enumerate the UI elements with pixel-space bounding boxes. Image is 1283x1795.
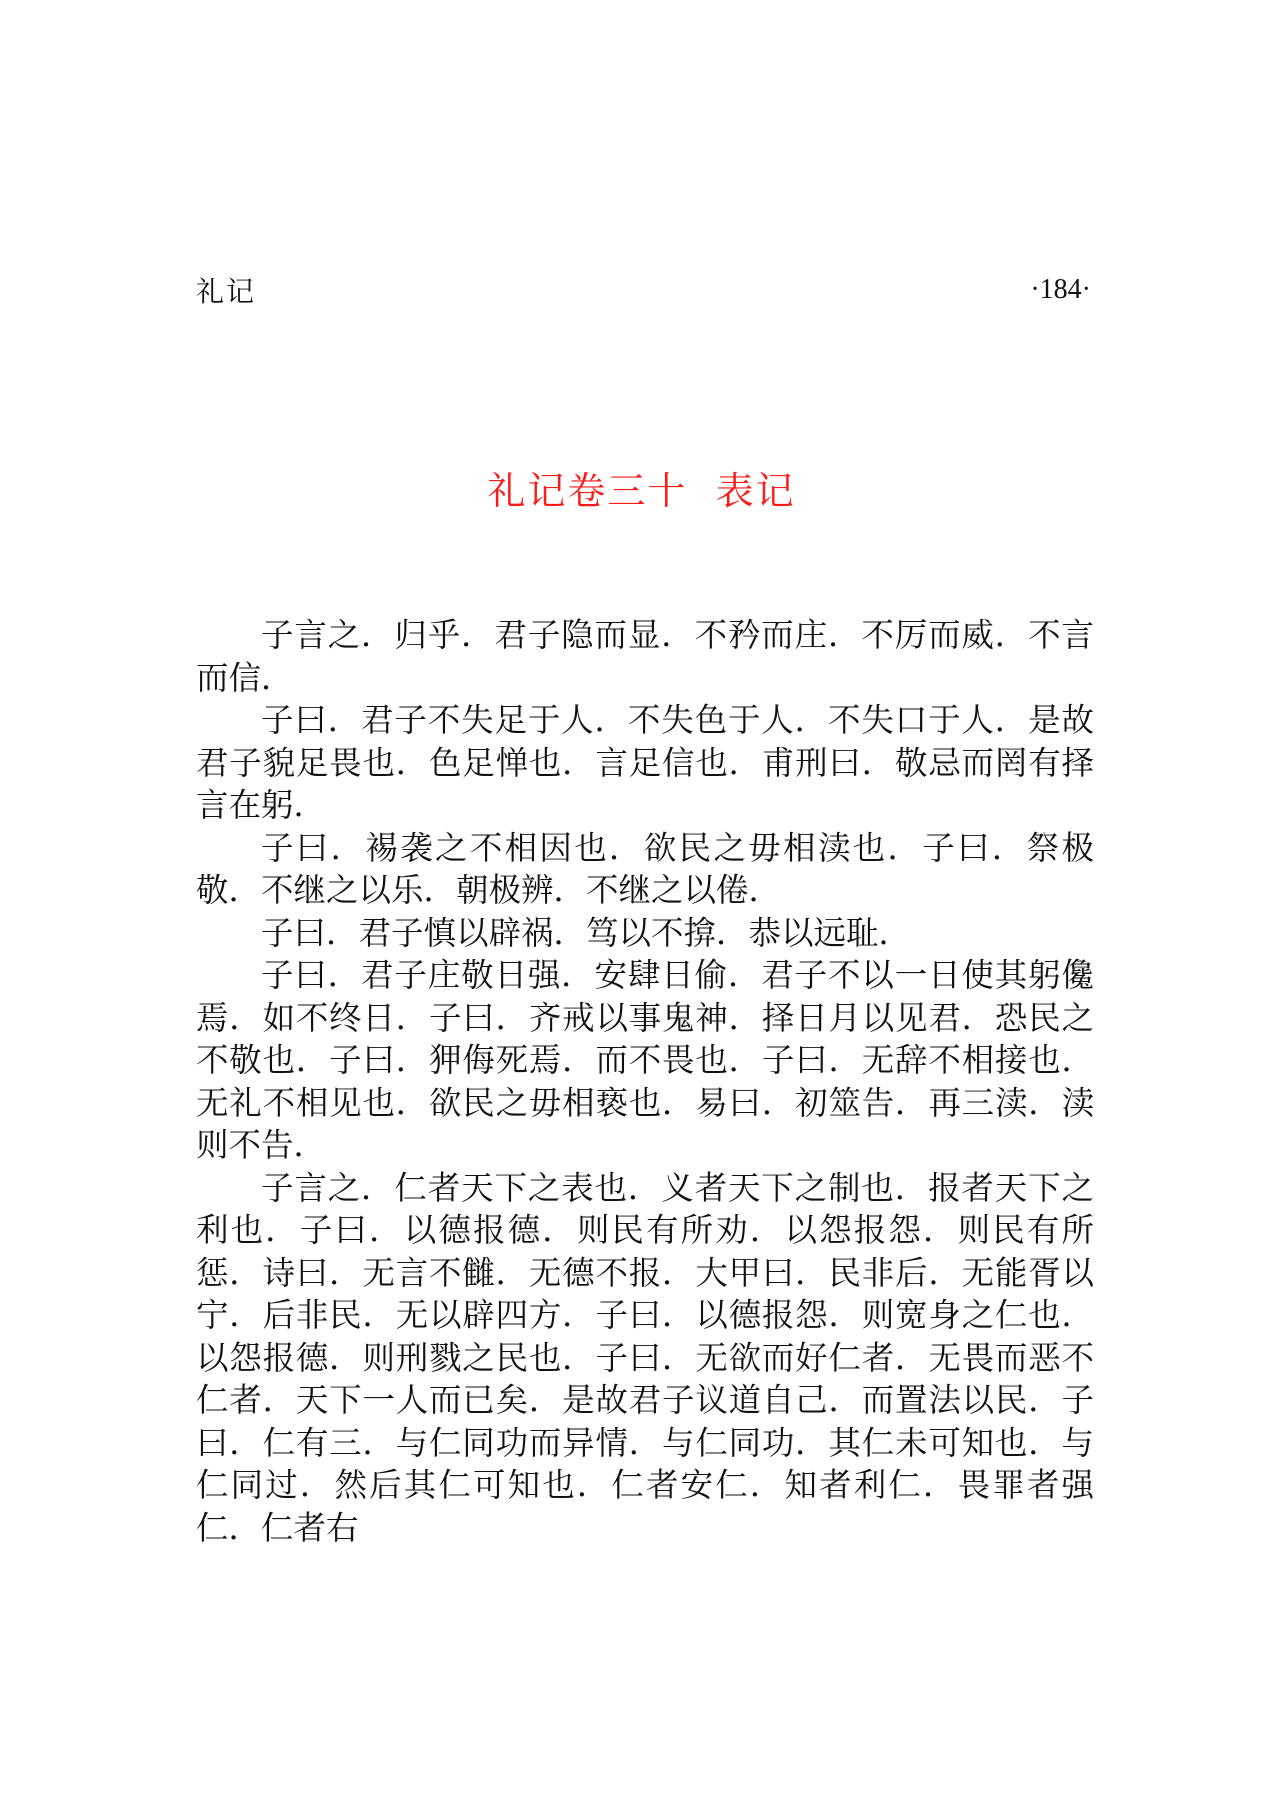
paragraph: 子言之．仁者天下之表也．义者天下之制也．报者天下之利也．子曰．以德报德．则民有所劝．以怨报怨．则民有所惩．诗曰．无言不雠．无德不报．大甲曰．民非后．无能胥以宁．后非民．无以辟四方．子曰．以德报怨．则宽身之仁也．以怨报德．则刑戮之民也．子曰．无欲而好仁者．无畏而恶不仁者．天下一人而已矣．是故君子议道自己．而置法以民．子曰．仁有三．与仁同功而异情．与仁同功．其仁未可知也．与仁同过．然后其仁可知也．仁者安仁．知者利仁．畏罪者强仁．仁者右 bbox=[196, 1168, 1094, 1547]
page-number: ·184· bbox=[1030, 274, 1091, 305]
chapter-title: 礼记卷三十 表记 bbox=[487, 469, 796, 513]
paragraph: 子言之．归乎．君子隐而显．不矜而庄．不厉而威．不言而信． bbox=[196, 616, 1094, 697]
paragraph: 子曰．裼袭之不相因也．欲民之毋相渎也．子曰．祭极敬．不继之以乐．朝极辨．不继之以倦． bbox=[196, 828, 1094, 909]
paragraph: 子曰．君子不失足于人．不失色于人．不失口于人．是故君子貌足畏也．色足惮也．言足信也．甫刑曰．敬忌而罔有择言在躬． bbox=[196, 701, 1094, 824]
body-text bbox=[196, 614, 1094, 1549]
paragraph: 子曰．君子庄敬日强．安肆日偷．君子不以一日使其躬儳焉．如不终日．子曰．齐戒以事鬼神．择日月以见君．恐民之不敬也．子曰．狎侮死焉．而不畏也．子曰．无辞不相接也．无礼不相见也．欲民之毋相亵也．易曰．初筮告．再三渎．渎则不告． bbox=[196, 956, 1094, 1164]
book-name: 礼记 bbox=[196, 275, 257, 308]
running-header bbox=[196, 270, 1091, 310]
paragraph: 子曰．君子慎以辟祸．笃以不揜．恭以远耻． bbox=[261, 913, 912, 952]
